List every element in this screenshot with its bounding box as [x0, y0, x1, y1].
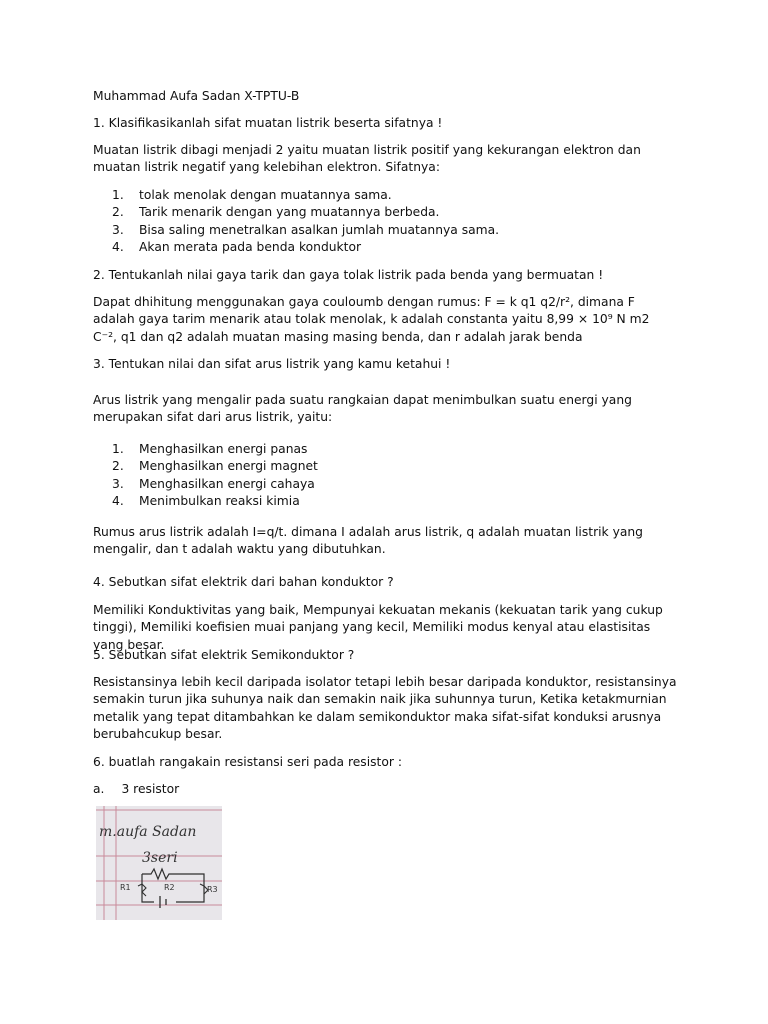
sketch-label-r1: R1	[120, 883, 131, 892]
sub-item-label: a.	[93, 782, 105, 796]
question-2: 2. Tentukanlah nilai gaya tarik dan gaya tolak listrik pada benda yang bermuatan !	[93, 268, 604, 282]
answer-3-list	[112, 441, 632, 511]
author-line: Muhammad Aufa Sadan X-TPTU-B	[93, 89, 300, 103]
list-text: Tarik menarik dengan yang muatannya berbeda.	[139, 205, 440, 220]
list-item	[112, 187, 632, 204]
sub-item-a	[93, 781, 677, 798]
answer-2: Dapat dhihitung menggunakan gaya couloumb dengan rumus: F = k q1 q2/r², dimana F adalah gaya tarim menarik atau tolak menolak, k adalah constanta yaitu 8,99 × 10⁹ N m2 C⁻², q1 dan q2 adalah muatan masing masing benda, dan r adalah jarak benda	[93, 295, 650, 344]
list-text: Menimbulkan reaksi kimia	[139, 494, 300, 509]
sketch-label-r3: R3	[207, 885, 218, 894]
list-number: 3.	[112, 222, 124, 237]
list-text: Menghasilkan energi cahaya	[139, 476, 315, 491]
answer-4: Memiliki Konduktivitas yang baik, Mempunyai kekuatan mekanis (kekuatan tarik yang cukup tinggi), Memiliki koefisien muai panjang yang kecil, Memiliki modus kenyal atau elastisitas yang besar.	[93, 603, 663, 652]
list-item	[112, 493, 632, 510]
list-number: 1.	[112, 188, 124, 202]
list-text: Menghasilkan energi magnet	[139, 459, 318, 474]
question-3: 3. Tentukan nilai dan sifat arus listrik yang kamu ketahui !	[93, 357, 451, 371]
answer-1-list	[112, 187, 632, 257]
sketch-title: 3seri	[142, 850, 178, 866]
list-text: tolak menolak dengan muatannya sama.	[139, 188, 392, 202]
sub-item-text: 3 resistor	[121, 782, 180, 796]
list-number: 4.	[112, 494, 124, 509]
list-number: 4.	[112, 240, 124, 255]
handwritten-circuit-image	[96, 806, 222, 920]
list-item	[112, 458, 632, 475]
question-5: 5. Sebutkan sifat elektrik Semikonduktor ?	[93, 648, 355, 662]
question-6: 6. buatlah rangakain resistansi seri pada resistor :	[93, 755, 402, 769]
list-item	[112, 476, 632, 493]
list-number: 1.	[112, 442, 124, 456]
list-text: Bisa saling menetralkan asalkan jumlah muatannya sama.	[139, 222, 500, 237]
list-item	[112, 441, 632, 458]
list-text: Akan merata pada benda konduktor	[139, 240, 362, 255]
answer-3-formula: Rumus arus listrik adalah I=q/t. dimana I adalah arus listrik, q adalah muatan listrik yang mengalir, dan t adalah waktu yang dibutuhkan.	[93, 525, 643, 557]
question-4: 4. Sebutkan sifat elektrik dari bahan konduktor ?	[93, 575, 394, 589]
question-1: 1. Klasifikasikanlah sifat muatan listrik beserta sifatnya !	[93, 116, 443, 130]
list-text: Menghasilkan energi panas	[139, 442, 308, 456]
list-item	[112, 204, 632, 221]
answer-5: Resistansinya lebih kecil daripada isolator tetapi lebih besar daripada konduktor, resistansinya semakin turun jika suhunya naik dan semakin naik jika suhunnya turun, Ketika ketakmurnian metalik yang tepat ditambahkan ke dalam semikonduktor maka sifat-sifat konduksi arusnya berubahcukup besar.	[93, 675, 677, 742]
sketch-label-r2: R2	[164, 883, 175, 892]
list-number: 2.	[112, 459, 124, 474]
list-number: 2.	[112, 205, 124, 220]
answer-3: Arus listrik yang mengalir pada suatu rangkaian dapat menimbulkan suatu energi yang merupakan sifat dari arus listrik, yaitu:	[93, 393, 632, 425]
list-item	[112, 222, 632, 239]
answer-1: Muatan listrik dibagi menjadi 2 yaitu muatan listrik positif yang kekurangan elektron dan muatan listrik negatif yang kelebihan elektron. Sifatnya:	[93, 143, 641, 175]
circuit-sketch-photo	[96, 806, 222, 920]
list-number: 3.	[112, 476, 124, 491]
sketch-name: m.aufa Sadan	[99, 824, 197, 840]
list-item	[112, 239, 632, 256]
